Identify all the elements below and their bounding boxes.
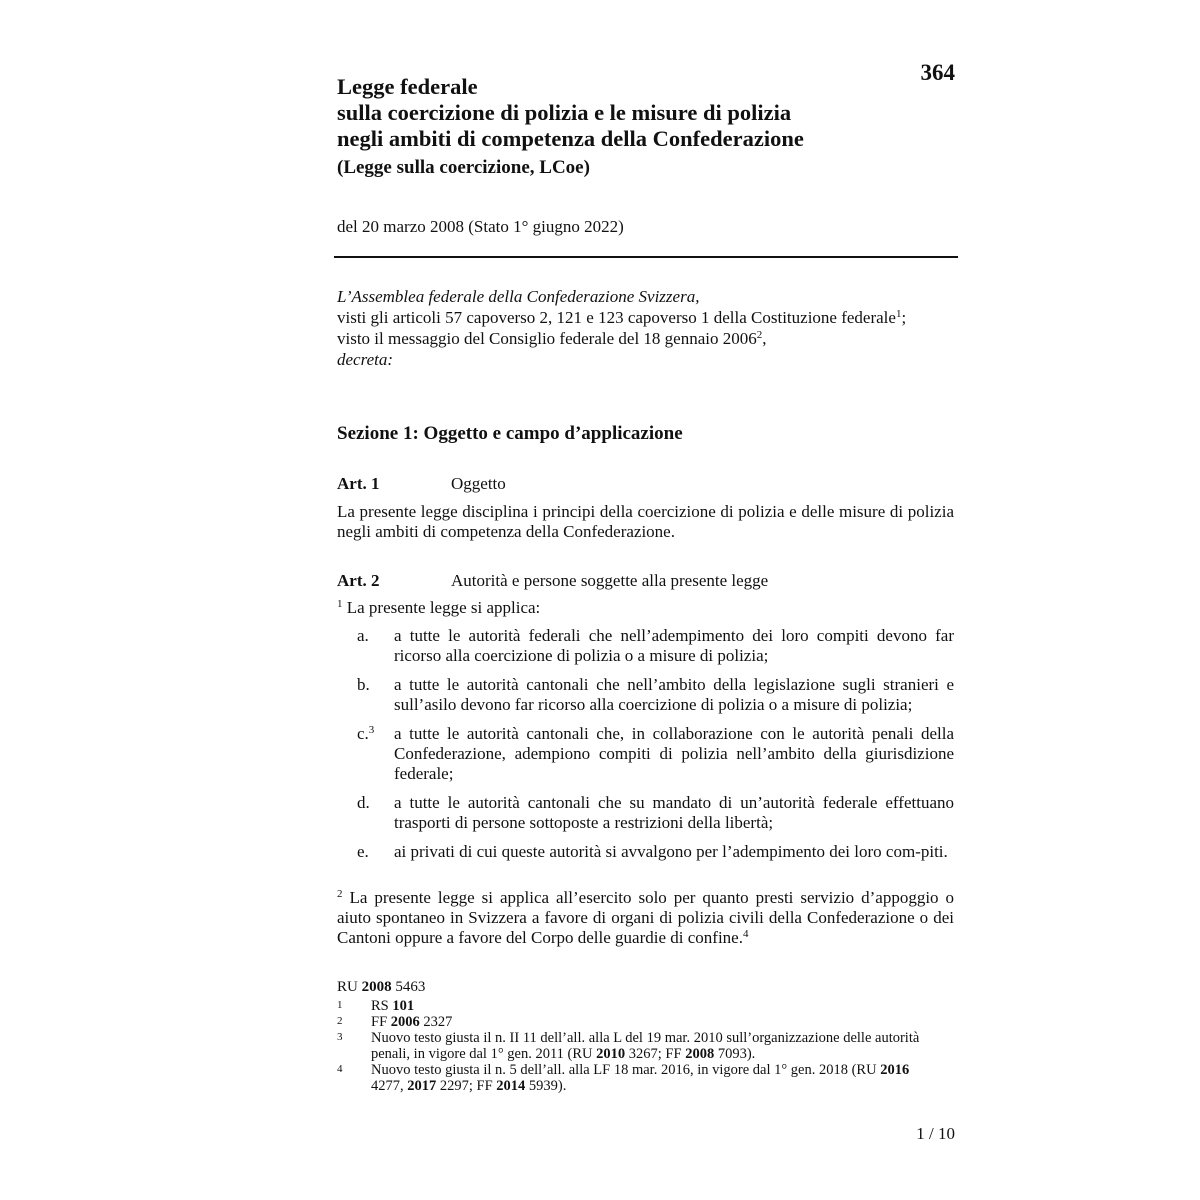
- article-1-title: Oggetto: [451, 474, 506, 493]
- preamble-line-3: visto il messaggio del Consiglio federale del 18 gennaio 2006$^2$,: [337, 329, 767, 348]
- article-2-title: Autorità e persone soggette alla presente legge: [451, 571, 769, 590]
- title-line-1: Legge federale: [337, 74, 478, 99]
- article-2-list: [337, 626, 954, 871]
- preamble-line-2: visti gli articoli 57 capoverso 2, 121 e 123 capoverso 1 della Costituzione federale$^1$;: [337, 308, 907, 327]
- title-line-2: sulla coercizione di polizia e le misure di polizia: [337, 100, 792, 125]
- footnote-3: 3 Nuovo testo giusta il n. II 11 dell’all. alla L del 19 mar. 2010 sull’organizzazione delle autorità penali, in vigore dal 1° gen. 2011 (RU 2010 3267; FF 2008 7093).: [337, 1030, 920, 1062]
- footnote-ref-1[interactable]: 1: [895, 308, 902, 320]
- title-line-3: negli ambiti di competenza della Confederazione: [337, 126, 804, 151]
- list-item: c.$^3$ a tutte le autorità cantonali che, in collaborazione con le autorità penali della Confederazione, adempiono compiti di polizia nell’ambito della giurisdizione federale;: [357, 724, 954, 783]
- date-line: del 20 marzo 2008 (Stato 1° giugno 2022): [337, 217, 624, 236]
- article-2-number: Art. 2: [337, 571, 380, 590]
- article-1-number: Art. 1: [337, 474, 380, 493]
- article-2-paragraph-1: $^1$ La presente legge si applica:: [337, 598, 541, 617]
- list-item: d. a tutte le autorità cantonali che su mandato di un’autorità federale effettuano trasporti di persone sottoposte a restrizioni della libertà;: [357, 793, 954, 832]
- list-item: b. a tutte le autorità cantonali che nell’ambito della legislazione sugli stranieri e sull’asilo devono far ricorso alla coercizione di polizia o a misure di polizia;: [357, 675, 954, 714]
- subtitle: (Legge sulla coercizione, LCoe): [337, 157, 590, 178]
- page-number: 1 / 10: [916, 1124, 955, 1143]
- article-1-text: La presente legge disciplina i principi della coercizione di polizia e delle misure di polizia negli ambiti di competenza della Confederazione.: [337, 502, 954, 541]
- list-item: e. ai privati di cui queste autorità si avvalgono per l’adempimento dei loro com-piti.: [357, 842, 948, 861]
- article-1-heading: [337, 473, 506, 494]
- footnote-ref-2[interactable]: 2: [756, 329, 763, 341]
- article-2-paragraph-2: $^2$ La presente legge si applica all’esercito solo per quanto presti servizio d’appoggio o aiuto spontaneo in Svizzera a favore di organi di polizia civili della Confederazione o dei Cantoni oppure a favore del Corpo delle guardie di confine.$^4$: [337, 888, 954, 947]
- title-block: [337, 74, 937, 180]
- preamble: [337, 286, 957, 370]
- list-item: a. a tutte le autorità federali che nell’adempimento dei loro compiti devono far ricorso alla coercizione di polizia o a misure di polizia;: [357, 626, 954, 665]
- preamble-line-4: decreta:: [337, 350, 394, 369]
- footnotes: [337, 998, 937, 1094]
- footnote-ref-4[interactable]: 4: [742, 928, 749, 940]
- ru-reference: RU 2008 5463: [337, 979, 426, 995]
- header-divider: [334, 256, 958, 258]
- footnote-ref-3[interactable]: 3: [368, 724, 375, 736]
- footnote-2: 2 FF 2006 2327: [337, 1014, 453, 1030]
- section-title: Sezione 1: Oggetto e campo d’applicazione: [337, 423, 683, 444]
- article-2-heading: [337, 570, 768, 591]
- document-number: 364: [920, 60, 955, 85]
- footnote-1: 1 RS 101: [337, 998, 415, 1014]
- preamble-line-1: L’Assemblea federale della Confederazione Svizzera,: [337, 287, 700, 306]
- footnote-4: 4 Nuovo testo giusta il n. 5 dell’all. alla LF 18 mar. 2016, in vigore dal 1° gen. 2018 (RU 2016 4277, 2017 2297; FF 2014 5939).: [337, 1062, 910, 1094]
